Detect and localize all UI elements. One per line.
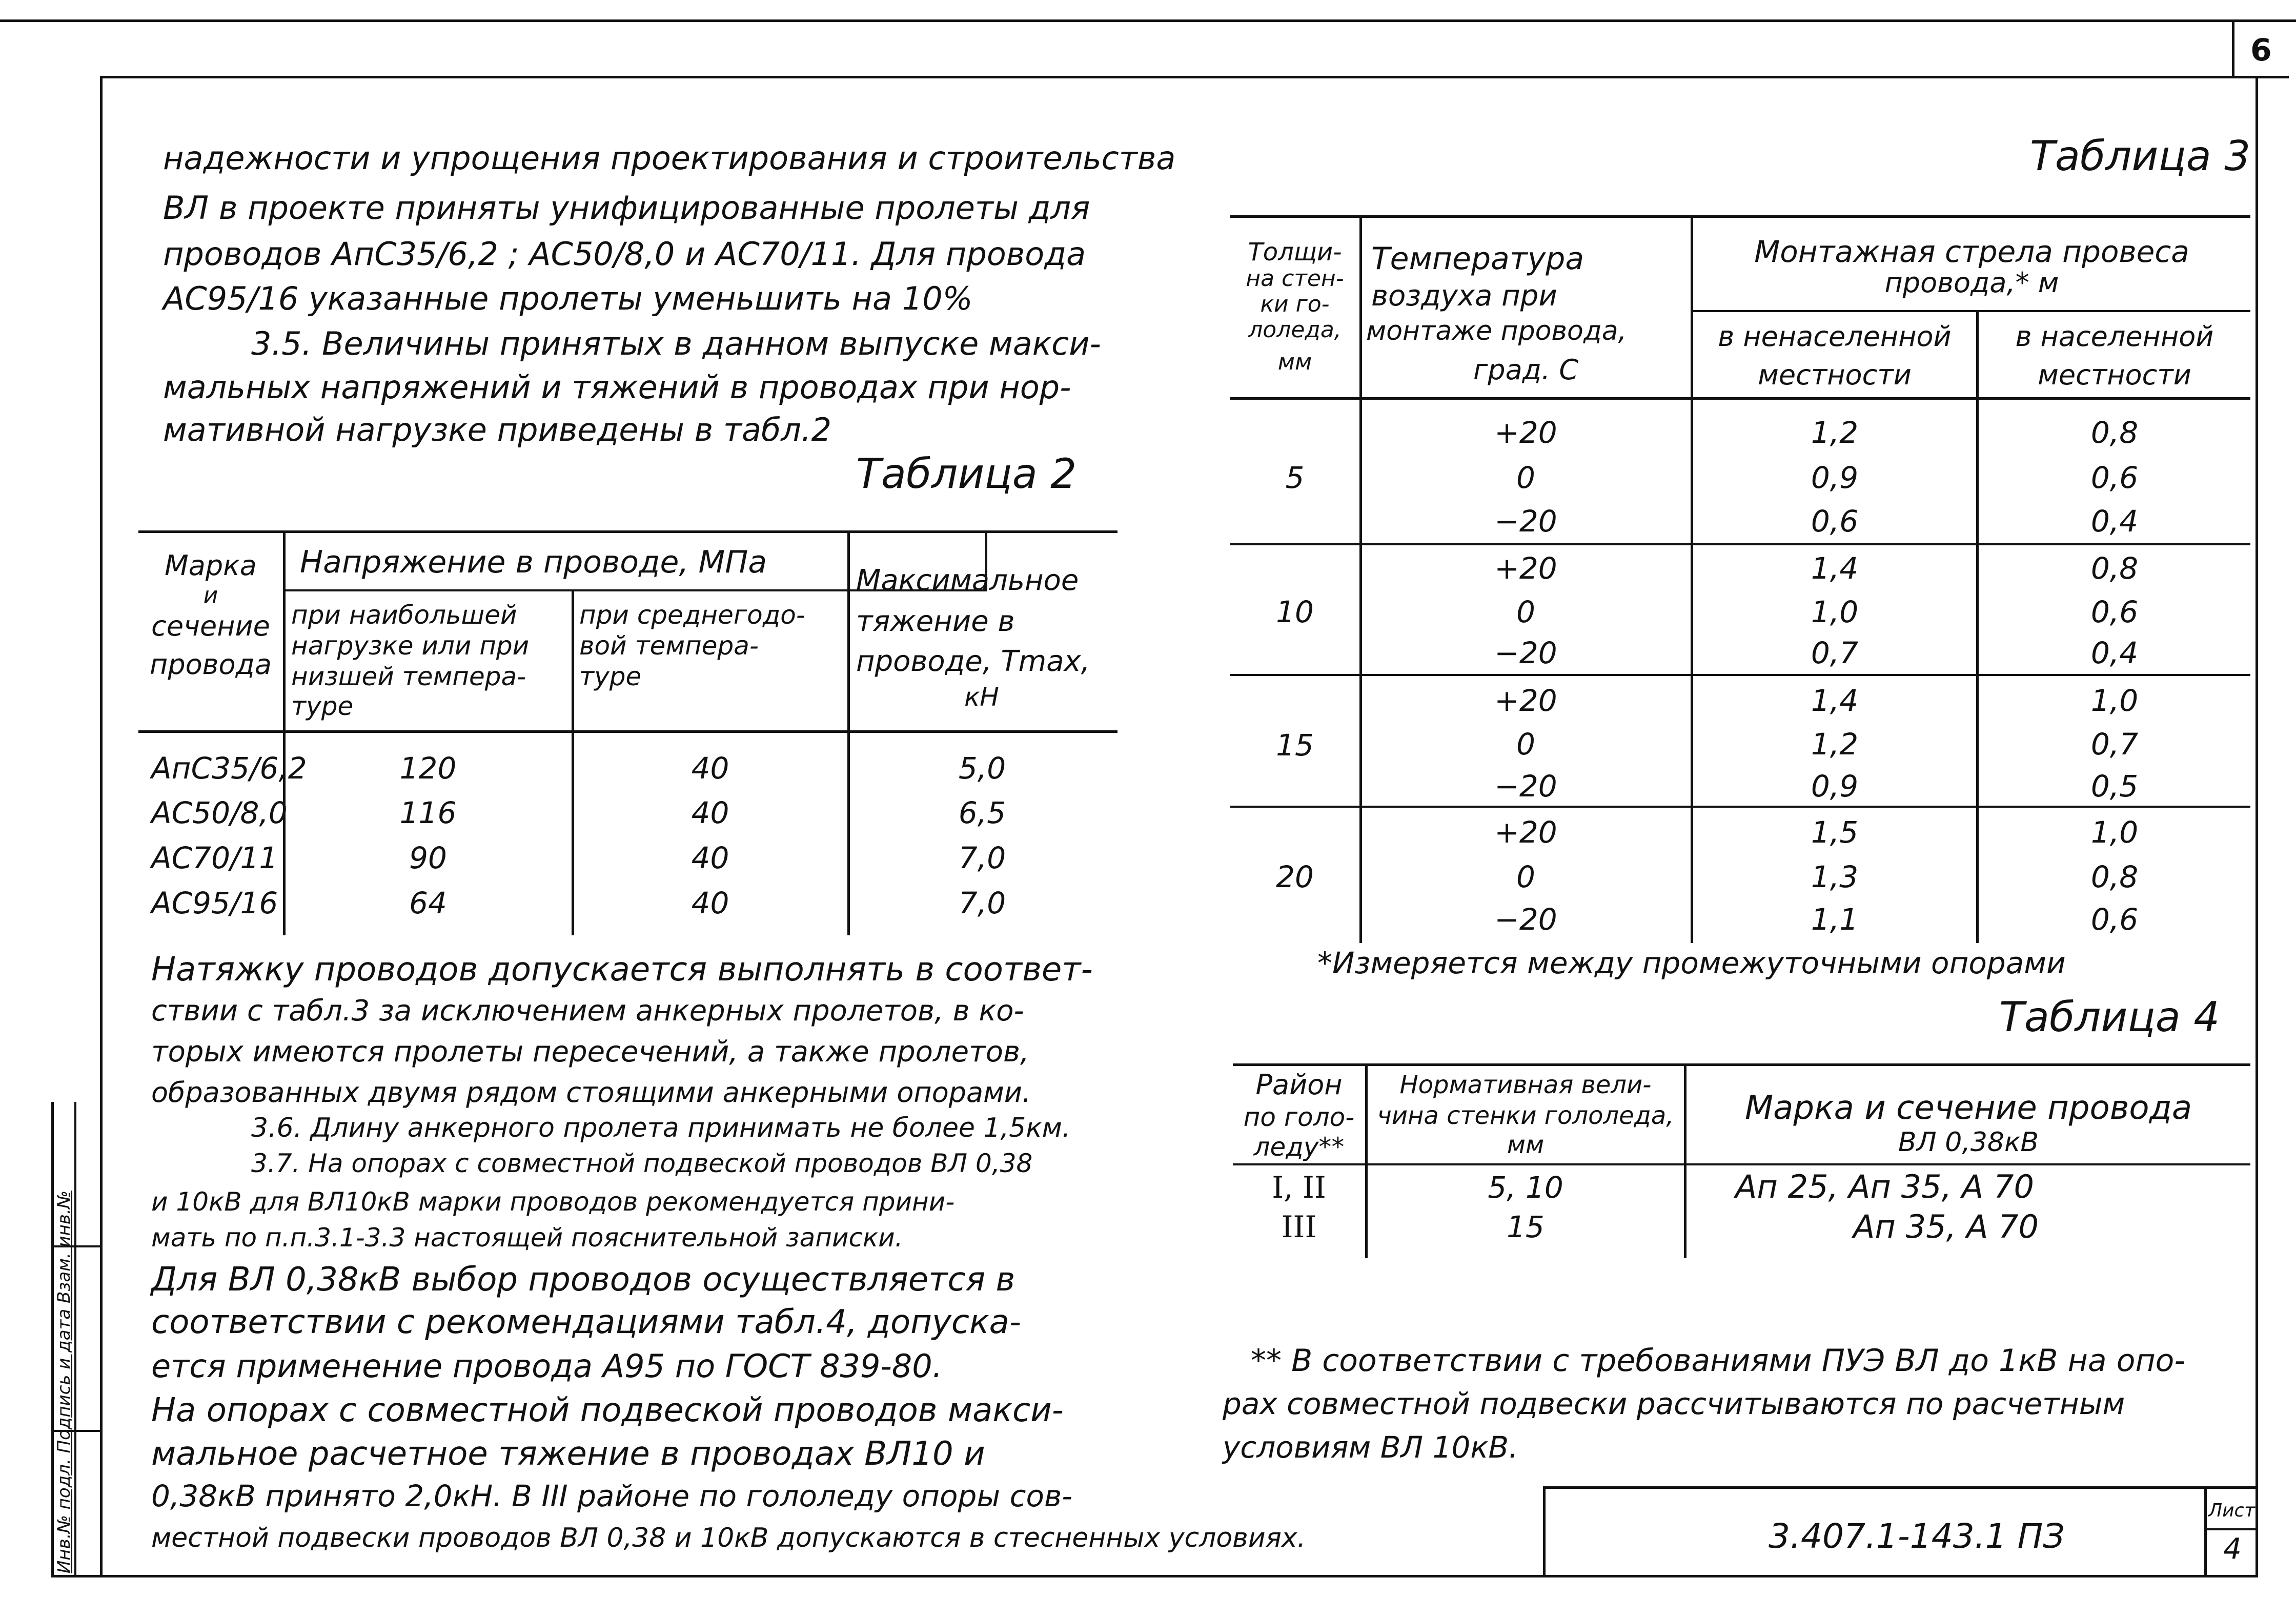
table3-head-c2-3: монтаже провода,: [1366, 316, 1627, 346]
table3-head-c1-4: лоледа,: [1248, 317, 1342, 343]
left-text2-line-4: образованных двумя рядом стоящими анкерными опорами.: [151, 1076, 1031, 1109]
left-text2-line-13: мальное расчетное тяжение в проводах ВЛ10 и: [151, 1435, 985, 1473]
sidebar: [51, 1102, 100, 1577]
table3-title: Таблица 3: [2030, 132, 2251, 180]
left-text-line-4: АС95/16 указанные пролеты уменьшить на 10%: [163, 280, 973, 317]
table2-head-c4-3: проводе, Tmax,: [856, 645, 1090, 678]
table3-head-c2-2: воздуха при: [1371, 279, 1557, 313]
left-text2-line-12: На опорах с совместной подвеской проводов макси-: [151, 1391, 1064, 1429]
left-text-line-6: мальных напряжений и тяжений в проводах при нор-: [163, 368, 1071, 406]
table2-head-mark-3: сечение: [151, 610, 270, 642]
left-text2-line-7: и 10кВ для ВЛ10кВ марки проводов рекомендуется прини-: [151, 1187, 955, 1217]
footnote2-line-1: ** В соответствии с требованиями ПУЭ ВЛ до 1кВ на опо-: [1251, 1343, 2186, 1379]
left-text2-line-1: Натяжку проводов допускается выполнять в соответ-: [151, 951, 1093, 989]
left-text-line-5: 3.5. Величины принятых в данном выпуске макси-: [251, 325, 1101, 362]
table3-head-c3-2: местности: [1758, 359, 1912, 391]
table4-head-c2-3: мм: [1507, 1131, 1545, 1159]
table3-head-c1-2: на стен-: [1246, 265, 1344, 292]
table3-thickness: 15: [1276, 728, 1314, 763]
frame-left: [100, 76, 103, 1577]
table4-head-c3-1: Марка и сечение провода: [1744, 1089, 2192, 1127]
table4-head-c1-3: леду**: [1253, 1132, 1345, 1162]
footnote2-line-2: рах совместной подвески рассчитываются по расчетным: [1223, 1386, 2125, 1421]
table3-thickness: 20: [1276, 859, 1314, 894]
table3: Толщи- на стен- ки го- лоледа, мм Температура воздуха при монтаже провода, град. С Монтажная стрела провеса провода,* м в ненаселенной местности в населенной местности 5 +20 1,2 0,8 0 0,9 0,6 −20 0,6 0,4 10 +20 1,4 0,8 0 1,0 0,6 −20 0,7 0,4 15 +20 1,4 1,0 0 1,2 0,7 −20 0,9 0,5 20 +20 1,5 1,0 0 1,3 0,8 −20 1,1 0,6: [1230, 215, 2250, 943]
table2-head-c2-3: низшей темпера-: [291, 662, 526, 691]
table3-head-group-1: Монтажная стрела провеса: [1754, 234, 2189, 269]
table4-title: Таблица 4: [1999, 993, 2220, 1041]
table2: Марка и сечение провода Напряжение в проводе, МПа при наибольшей нагрузке или при низшей темпера- туре при среднегодо- вой темпера- туре Максимальное тяжение в проводе, Tmax, кН АпС35/6,2 120 40 5,0 АС50/8,0 116 40 6,5 АС70/11 90 40 7,0 АС95/16 64 40 7,0: [138, 530, 1117, 935]
title-stamp: [1543, 1486, 2258, 1577]
table3-head-c4-1: в населенной: [2015, 320, 2214, 353]
table2-head-c3-1: при среднегодо-: [579, 600, 805, 630]
table2-head-c2-1: при наибольшей: [291, 600, 517, 630]
table4: Район по голо- леду** Нормативная вели- чина стенки гололеда, мм Марка и сечение провода ВЛ 0,38кВ I, II 5, 10 Ап 25, Ап 35, А 70 III 15 Ап 35, А 70: [1233, 1063, 2250, 1258]
left-text-line-7: мативной нагрузке приведены в табл.2: [163, 411, 832, 448]
table4-head-c1-1: Район: [1255, 1069, 1343, 1101]
footnote2-line-3: условиям ВЛ 10кВ.: [1223, 1430, 1518, 1465]
left-text2-line-2: ствии с табл.3 за исключением анкерных пролетов, в ко-: [151, 994, 1024, 1028]
left-text2-line-9: Для ВЛ 0,38кВ выбор проводов осуществляется в: [151, 1261, 1015, 1299]
table4-head-c2-1: Нормативная вели-: [1399, 1071, 1652, 1099]
table2-head-c2-2: нагрузке или при: [291, 631, 530, 661]
table4-head-c1-2: по голо-: [1243, 1102, 1355, 1132]
table2-head-c4-2: тяжение в: [856, 605, 1015, 638]
left-text2-line-5: 3.6. Длину анкерного пролета принимать не более 1,5км.: [251, 1113, 1071, 1143]
table3-thickness: 5: [1285, 460, 1305, 495]
stamp-sheet-label: Лист: [2208, 1500, 2256, 1521]
table3-head-c3-1: в ненаселенной: [1718, 320, 1952, 353]
table3-thickness: 10: [1276, 595, 1314, 629]
table3-footnote: *Измеряется между промежуточными опорами: [1317, 946, 2066, 980]
table3-head-c4-2: местности: [2038, 359, 2191, 391]
table2-head-c3-3: туре: [579, 662, 642, 691]
table3-head-c2-1: Температура: [1371, 241, 1584, 277]
page-number: 6: [2250, 32, 2272, 68]
table4-head-c3-2: ВЛ 0,38кВ: [1898, 1127, 2039, 1158]
left-text-line-3: проводов АпС35/6,2 ; АС50/8,0 и АС70/11. Для провода: [163, 235, 1086, 273]
table3-head-c1-3: ки го-: [1260, 291, 1330, 317]
table2-head-c2-4: туре: [291, 691, 354, 721]
table3-head-c2-4: град. С: [1473, 354, 1579, 386]
left-text-line-1: надежности и упрощения проектирования и строительства: [163, 139, 1176, 177]
left-text2-line-14: 0,38кВ принято 2,0кН. В III районе по гололеду опоры сов-: [151, 1479, 1073, 1513]
table2-head-mark-4: провода: [150, 648, 272, 681]
left-text2-line-8: мать по п.п.3.1-3.3 настоящей пояснительной записки.: [151, 1223, 903, 1253]
sidebar-label: Инв.№ подл. Подпись и дата Взам. инв.№: [54, 1190, 74, 1573]
table3-head-group-2: провода,* м: [1884, 267, 2059, 299]
left-text2-line-3: торых имеются пролеты пересечений, а также пролетов,: [151, 1035, 1029, 1069]
stamp-sheet-number: 4: [2223, 1532, 2242, 1566]
table2-head-mark-2: и: [203, 582, 218, 608]
left-text2-line-6: 3.7. На опорах с совместной подвеской проводов ВЛ 0,38: [251, 1149, 1033, 1178]
frame-top: [100, 76, 2289, 78]
table3-head-c1-5: мм: [1277, 349, 1312, 375]
frame-right: [2256, 76, 2258, 1577]
stamp-doc-number: 3.407.1-143.1 ПЗ: [1769, 1516, 2065, 1556]
table2-head-mark-1: Марка: [165, 549, 257, 582]
page-number-divider: [2232, 19, 2234, 76]
table3-head-c1-1: Толщи-: [1248, 238, 1342, 267]
left-text2-line-11: ется применение провода А95 по ГОСТ 839-80.: [151, 1347, 943, 1385]
table4-head-c2-2: чина стенки гололеда,: [1377, 1101, 1674, 1130]
table2-head-c4-1: Максимальное: [856, 564, 1079, 597]
table2-head-c3-2: вой темпера-: [579, 631, 759, 661]
table2-title: Таблица 2: [856, 450, 1077, 498]
table2-head-group: Напряжение в проводе, МПа: [300, 544, 767, 580]
left-text2-line-15: местной подвески проводов ВЛ 0,38 и 10кВ допускаются в стесненных условиях.: [151, 1523, 1306, 1553]
left-text2-line-10: соответствии с рекомендациями табл.4, допуска-: [151, 1303, 1021, 1341]
table2-head-c4-4: кН: [964, 682, 999, 712]
left-text-line-2: ВЛ в проекте приняты унифицированные пролеты для: [163, 189, 1090, 227]
top-rule: [0, 19, 2296, 22]
